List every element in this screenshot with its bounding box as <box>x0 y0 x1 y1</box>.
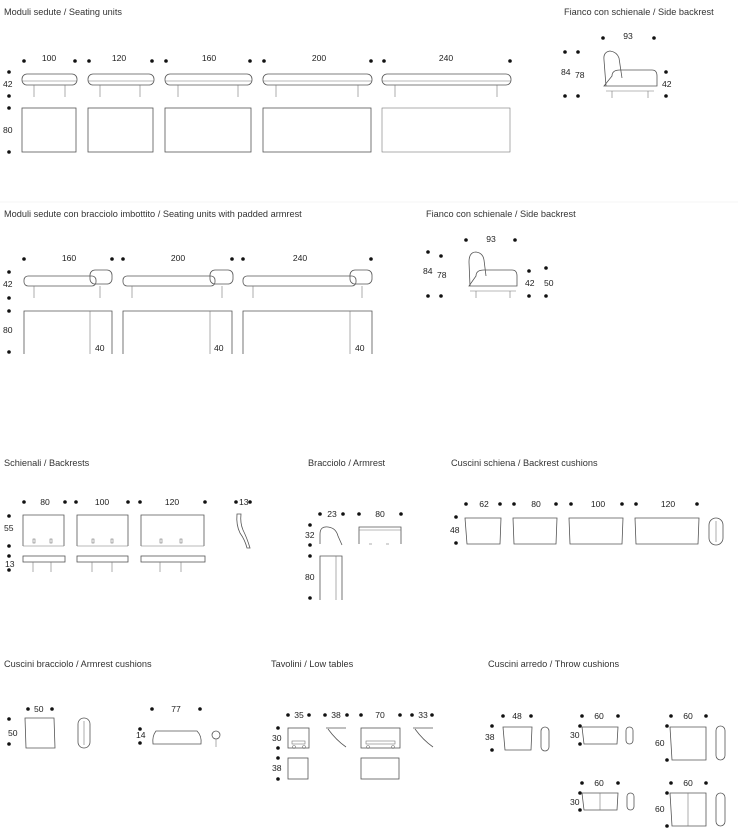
arm-width-200: 200 <box>170 253 186 263</box>
lt-h-30: 30 <box>272 733 282 743</box>
side-backrest-section-1 <box>561 7 714 98</box>
throw-cushion-3 <box>670 727 706 760</box>
side-backrest-section-2 <box>423 209 576 298</box>
arm-height-42: 42 <box>3 279 13 289</box>
backrests-title: Schienali / Backrests <box>4 458 90 468</box>
armrest-plan <box>320 556 342 600</box>
ac-square-h: 50 <box>8 728 18 738</box>
armrest-cushion-square <box>25 718 55 748</box>
low-tables-section <box>271 659 434 781</box>
seating-armrest-section <box>3 209 373 354</box>
backrest-side-13: 13 <box>239 497 249 507</box>
tc3-h: 60 <box>655 738 665 748</box>
side-backrest-title-2: Fianco con schienale / Side backrest <box>426 209 576 219</box>
armrest-section <box>305 458 403 600</box>
lt-w-70: 70 <box>375 710 385 720</box>
ac-roll-h: 14 <box>136 730 146 740</box>
backrest-t-13: 13 <box>5 559 15 569</box>
tc5-h: 60 <box>655 804 665 814</box>
throw-cushion-2 <box>582 727 618 744</box>
throw-cushions-section <box>485 659 725 828</box>
side-backrest-profile-2 <box>469 252 517 298</box>
armrest-h-32: 32 <box>305 530 315 540</box>
ac-roll-w: 77 <box>171 704 181 714</box>
armrest-elevation <box>359 527 401 544</box>
bc-h-48: 48 <box>450 525 460 535</box>
arm-width-40-b: 40 <box>214 343 224 353</box>
width-label-240: 240 <box>438 53 454 63</box>
tc2-w: 60 <box>594 711 604 721</box>
armrest-title: Bracciolo / Armrest <box>308 458 386 468</box>
backrest-side-profile <box>237 514 250 548</box>
armrest-w-80: 80 <box>375 509 385 519</box>
seating-armrest-title: Moduli sedute con bracciolo imbottito / Seating units with padded armrest <box>4 209 302 219</box>
seating-units-title: Moduli sedute / Seating units <box>4 7 122 17</box>
height-label-42: 42 <box>3 79 13 89</box>
throw-cushions-title: Cuscini arredo / Throw cushions <box>488 659 620 669</box>
armrest-seat-elevations <box>24 270 372 298</box>
tc2-h: 30 <box>570 730 580 740</box>
side2-width: 93 <box>486 234 496 244</box>
throw-cushion-1 <box>503 727 532 750</box>
width-label-200: 200 <box>311 53 327 63</box>
width-label-160: 160 <box>201 53 217 63</box>
bc-w-120: 120 <box>660 499 676 509</box>
side-seat-height-42: 42 <box>662 79 672 89</box>
arm-width-40-a: 40 <box>95 343 105 353</box>
low-table-drawings <box>288 728 433 779</box>
side2-height-84: 84 <box>423 266 433 276</box>
width-label-120: 120 <box>111 53 127 63</box>
lt-w-35: 35 <box>294 710 304 720</box>
backrest-cushion-shapes <box>465 518 723 545</box>
armrest-d-80: 80 <box>305 572 315 582</box>
arm-width-40-c: 40 <box>355 343 365 353</box>
backrest-elevations <box>23 515 204 546</box>
armrest-profile <box>320 527 342 545</box>
seating-units-section <box>3 7 512 154</box>
armrest-cushion-roll <box>153 731 201 744</box>
armrest-w-23: 23 <box>327 509 337 519</box>
arm-width-160: 160 <box>61 253 77 263</box>
backrest-cushions-title: Cuscini schiena / Backrest cushions <box>451 458 598 468</box>
backrest-plans <box>23 556 205 572</box>
lt-w-38: 38 <box>331 710 341 720</box>
side-backrest-title-1: Fianco con schienale / Side backrest <box>564 7 714 17</box>
ac-square-w: 50 <box>34 704 44 714</box>
side2-height-78: 78 <box>437 270 447 280</box>
depth-label-80: 80 <box>3 125 13 135</box>
backrests-section <box>4 458 252 572</box>
lt-d-38: 38 <box>272 763 282 773</box>
tc3-w: 60 <box>683 711 693 721</box>
armrest-seat-plans <box>24 311 372 354</box>
backrest-w-80: 80 <box>40 497 50 507</box>
seat-plans <box>22 108 510 152</box>
side-height-84: 84 <box>561 67 571 77</box>
side-height-78: 78 <box>575 70 585 80</box>
side2-seat-42: 42 <box>525 278 535 288</box>
bc-w-80: 80 <box>531 499 541 509</box>
tc4-h: 30 <box>570 797 580 807</box>
bc-w-62: 62 <box>479 499 489 509</box>
armrest-cushions-section <box>4 659 220 748</box>
bc-w-100: 100 <box>590 499 606 509</box>
seat-elevations <box>22 74 511 97</box>
tc1-w: 48 <box>512 711 522 721</box>
side2-arm-50: 50 <box>544 278 554 288</box>
side-backrest-profile <box>604 51 657 98</box>
lt-w-33: 33 <box>418 710 428 720</box>
width-label-100: 100 <box>41 53 57 63</box>
arm-depth-80: 80 <box>3 325 13 335</box>
tc4-w: 60 <box>594 778 604 788</box>
tc1-h: 38 <box>485 732 495 742</box>
backrest-h-55: 55 <box>4 523 14 533</box>
low-tables-title: Tavolini / Low tables <box>271 659 354 669</box>
tc5-w: 60 <box>683 778 693 788</box>
armrest-cushions-title: Cuscini bracciolo / Armrest cushions <box>4 659 152 669</box>
arm-width-240: 240 <box>292 253 308 263</box>
backrest-w-120: 120 <box>164 497 180 507</box>
backrest-cushions-section <box>450 458 723 545</box>
side-width-label: 93 <box>623 31 633 41</box>
backrest-w-100: 100 <box>94 497 110 507</box>
